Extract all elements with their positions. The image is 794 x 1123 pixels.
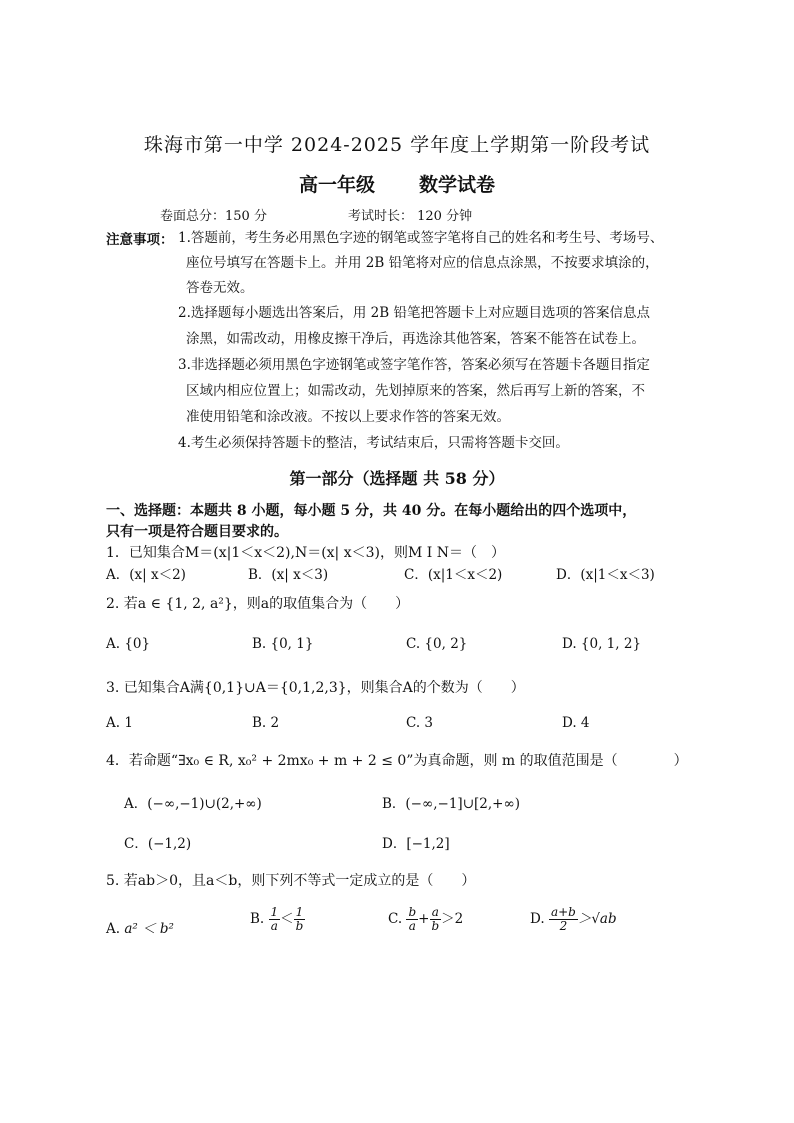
operator: ＜ [280, 911, 294, 927]
question-2-option-b: B. {0, 1} [252, 636, 314, 652]
exam-subtitle [0, 170, 794, 197]
section-instructions: 只有一项是符合题目要求的。 [106, 524, 288, 540]
option-letter: A. [106, 921, 121, 937]
question-1-stem: 1．已知集合M＝(x|1＜x＜2),N＝(x| x＜3)，则M I N＝（ ） [106, 545, 505, 561]
note-line: 区域内相应位置上；如需改动，先划掉原来的答案，然后再写上新的答案，不 [186, 383, 645, 399]
section-instructions: 一、选择题：本题共 8 小题，每小题 5 分，共 40 分。在每小题给出的四个选项中， [106, 503, 637, 519]
question-2-option-d: D. {0, 1, 2} [562, 636, 642, 652]
question-5-option-a [106, 917, 174, 937]
question-4-option-a: A．(−∞,−1)∪(2,+∞) [124, 796, 262, 812]
exam-title: 珠海市第一中学 2024-2025 学年度上学期第一阶段考试 [143, 134, 651, 156]
question-1-option-a: A．(x| x＜2) [106, 567, 186, 583]
question-5-option-c [388, 906, 463, 933]
fraction: $\frac{b}{a}$ [408, 905, 417, 933]
fraction: $\frac{1}{b}$ [295, 905, 304, 933]
note-line: 座位号填写在答题卡上。并用 2B 铅笔将对应的信息点涂黑，不按要求填涂的， [186, 255, 659, 271]
section-title: 第一部分（选择题 共 58 分） [289, 469, 505, 488]
notes-label: 注意事项： [106, 232, 174, 248]
fraction: $\frac{1}{a}$ [270, 905, 279, 933]
question-1-option-d: D．(x|1＜x＜3) [556, 567, 655, 583]
question-4-option-d: D．[−1,2] [382, 836, 450, 852]
operator: + [418, 911, 430, 927]
option-letter: C. [388, 911, 403, 927]
option-letter: B. [250, 911, 265, 927]
exam-duration: 考试时长： 120 分钟 [348, 209, 473, 224]
question-4-option-b: B．(−∞,−1]∪[2,+∞) [382, 796, 520, 812]
question-5-stem: 5. 若ab＞0，且a＜b，则下列不等式一定成立的是（ ） [106, 873, 476, 889]
note-line: 准使用铅笔和涂改液。不按以上要求作答的答案无效。 [186, 409, 510, 425]
grade-label: 高一年级 [298, 174, 375, 196]
question-4-option-c: C．(−1,2) [124, 836, 192, 852]
operator: ＞2 [441, 911, 464, 927]
fraction: $\frac{a}{b}$ [431, 905, 440, 933]
question-5-option-b [250, 906, 305, 933]
question-1-option-c: C．(x|1＜x＜2) [404, 567, 503, 583]
note-line: 3.非选择题必须用黑色字迹钢笔或签字笔作答，答案必须写在答题卡各题目指定 [178, 357, 650, 373]
option-letter: D. [530, 911, 545, 927]
question-2-stem: 2. 若a ∈ {1, 2, a²}，则a的取值集合为（ ） [106, 596, 410, 612]
question-3-option-d: D. 4 [562, 715, 590, 731]
question-2-option-a: A. {0} [106, 636, 151, 652]
question-2-option-c: C. {0, 2} [406, 636, 468, 652]
question-3-stem: 3. 已知集合A满{0,1}∪A＝{0,1,2,3}，则集合A的个数为（ ） [106, 680, 525, 696]
question-5-option-d [530, 906, 617, 933]
subject-label: 数学试卷 [419, 174, 496, 196]
note-line: 涂黑，如需改动，用橡皮擦干净后，再选涂其他答案，答案不能答在试卷上。 [186, 331, 645, 347]
note-line: 1.答题前，考生务必用黑色字迹的钢笔或签字笔将自己的姓名和考生号、考场号、 [178, 230, 664, 246]
total-score: 卷面总分：150 分 [160, 209, 267, 224]
question-3-option-c: C. 3 [406, 715, 434, 731]
note-line: 2.选择题每小题选出答案后，用 2B 铅笔把答题卡上对应题目选项的答案信息点 [178, 305, 650, 321]
question-3-option-b: B. 2 [252, 715, 280, 731]
fraction: $\frac{a+b}{2}$ [550, 905, 576, 933]
question-1-option-b: B．(x| x＜3) [248, 567, 329, 583]
operator: ＞√ab [577, 911, 617, 927]
note-line: 答卷无效。 [186, 280, 254, 296]
option-formula: a² ＜ b² [124, 921, 174, 937]
note-line: 4.考生必须保持答题卡的整洁，考试结束后，只需将答题卡交回。 [178, 435, 569, 451]
question-4-stem: 4．若命题“∃x₀ ∈ R, x₀² + 2mx₀ + m + 2 ≤ 0”为真命题，则 m 的取值范围是（ ） [106, 753, 688, 769]
question-3-option-a: A. 1 [106, 715, 133, 731]
